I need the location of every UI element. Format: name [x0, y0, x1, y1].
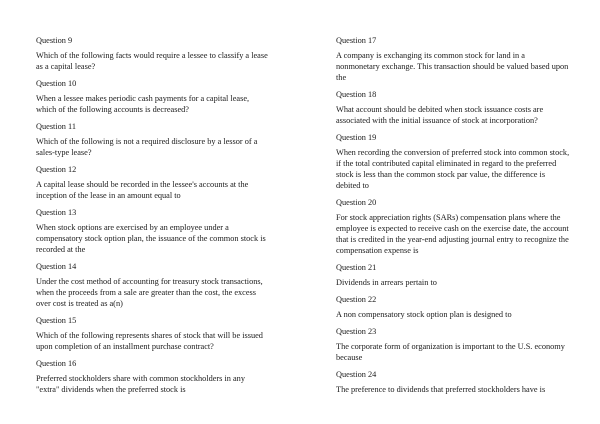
question-text: What account should be debited when stock issuance costs are associated with the initial issuance of stock at incorporation? — [336, 105, 544, 125]
question-heading: Question 24 — [336, 370, 377, 379]
question-13 — [36, 207, 296, 255]
question-heading: Question 12 — [36, 165, 77, 174]
question-24 — [336, 369, 596, 395]
question-21 — [336, 262, 596, 288]
question-text: A non compensatory stock option plan is designed to — [336, 310, 512, 319]
question-19 — [336, 132, 596, 191]
question-heading: Question 14 — [36, 262, 77, 271]
question-heading: Question 21 — [336, 263, 377, 272]
question-heading: Question 17 — [336, 36, 377, 45]
question-heading: Question 23 — [336, 327, 377, 336]
question-20 — [336, 197, 596, 256]
question-text: For stock appreciation rights (SARs) compensation plans where the employee is expected to receive cash on the exercise date, the account that is credited in the year-end adjusting journal entry to recognize the compensation expense is — [336, 213, 569, 255]
question-22 — [336, 294, 596, 320]
question-heading: Question 9 — [36, 36, 73, 45]
question-17 — [336, 35, 596, 83]
question-text: Preferred stockholders share with common stockholders in any "extra" dividends when the preferred stock is — [36, 374, 245, 394]
question-text: When recording the conversion of preferred stock into common stock, if the total contributed capital eliminated in regard to the preferred stock is less than the common stock par value, the difference is debited to — [336, 148, 570, 190]
question-18 — [336, 89, 596, 126]
question-11 — [36, 121, 296, 158]
question-15 — [36, 315, 296, 352]
question-text: When a lessee makes periodic cash payments for a capital lease, which of the following accounts is decreased? — [36, 94, 250, 114]
left-question-column — [36, 35, 296, 401]
question-9 — [36, 35, 296, 72]
question-10 — [36, 78, 296, 115]
question-text: Dividends in arrears pertain to — [336, 278, 437, 287]
question-heading: Question 16 — [36, 359, 77, 368]
question-heading: Question 10 — [36, 79, 77, 88]
right-question-column — [336, 35, 596, 401]
question-heading: Question 13 — [36, 208, 77, 217]
question-heading: Question 19 — [336, 133, 377, 142]
question-text: When stock options are exercised by an employee under a compensatory stock option plan, the issuance of the common stock is recorded at the — [36, 223, 266, 254]
question-text: A capital lease should be recorded in the lessee's accounts at the inception of the lease in an amount equal to — [36, 180, 249, 200]
question-heading: Question 15 — [36, 316, 77, 325]
question-23 — [336, 326, 596, 363]
question-text: The corporate form of organization is important to the U.S. economy because — [336, 342, 565, 362]
question-12 — [36, 164, 296, 201]
question-heading: Question 20 — [336, 198, 377, 207]
question-text: Which of the following represents shares of stock that will be issued upon completion of an installment purchase contract? — [36, 331, 263, 351]
question-heading: Question 18 — [336, 90, 377, 99]
question-text: Under the cost method of accounting for treasury stock transactions, when the proceeds from a sale are greater than the cost, the excess over cost is treated as a(n) — [36, 277, 263, 308]
question-16 — [36, 358, 296, 395]
question-text: Which of the following facts would require a lessee to classify a lease as a capital lease? — [36, 51, 268, 71]
question-14 — [36, 261, 296, 309]
question-heading: Question 11 — [36, 122, 77, 131]
question-text: A company is exchanging its common stock for land in a nonmonetary exchange. This transaction should be valued based upon the — [336, 51, 569, 82]
question-text: Which of the following is not a required disclosure by a lessor of a sales-type lease? — [36, 137, 258, 157]
question-heading: Question 22 — [336, 295, 377, 304]
question-text: The preference to dividends that preferred stockholders have is — [336, 385, 546, 394]
